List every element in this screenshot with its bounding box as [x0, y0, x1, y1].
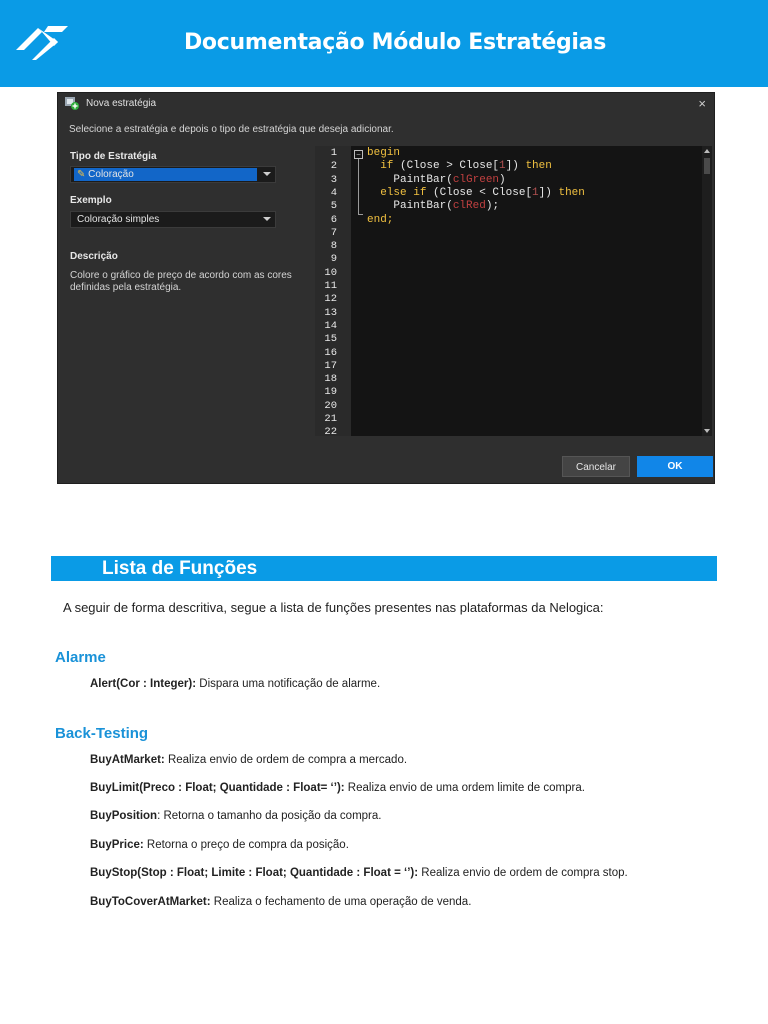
strategy-type-label: Tipo de Estratégia — [70, 151, 157, 162]
code-line: PaintBar(clRed); — [393, 200, 500, 213]
fold-guide-end — [358, 214, 363, 215]
function-item: BuyPrice: Retorna o preço de compra da posição. — [90, 839, 349, 851]
line-number: 21 — [324, 413, 337, 425]
paint-brush-icon: ✎ — [77, 169, 86, 180]
function-item: BuyStop(Stop : Float; Limite : Float; Quantidade : Float = ‘’): Realiza envio de ordem de compra stop. — [90, 867, 628, 879]
dialog-title: Nova estratégia — [86, 98, 157, 109]
code-editor[interactable] — [315, 146, 712, 436]
description-text: Colore o gráfico de preço de acordo com as cores definidas pela estratégia. — [70, 270, 292, 293]
scroll-down-icon[interactable] — [704, 429, 710, 433]
function-item: BuyAtMarket: Realiza envio de ordem de compra a mercado. — [90, 754, 408, 766]
line-number: 12 — [324, 293, 337, 306]
strategy-type-select[interactable] — [70, 166, 276, 183]
line-number: 18 — [324, 373, 337, 386]
new-strategy-icon — [65, 97, 79, 110]
new-strategy-dialog — [57, 92, 715, 484]
line-number: 3 — [330, 173, 337, 186]
fold-collapse-icon[interactable]: − — [354, 150, 363, 159]
dialog-titlebar — [58, 93, 714, 115]
line-number: 10 — [324, 266, 337, 279]
line-number: 14 — [324, 319, 337, 332]
line-number: 13 — [324, 306, 337, 319]
section-header — [51, 556, 717, 581]
example-select[interactable] — [70, 211, 276, 228]
dialog-instruction: Selecione a estratégia e depois o tipo de estratégia que deseja adicionar. — [69, 124, 394, 135]
code-line: end; — [367, 213, 394, 226]
line-number: 8 — [330, 240, 337, 253]
code-line: PaintBar(clGreen) — [393, 173, 506, 186]
function-item: BuyPosition: Retorna o tamanho da posição da compra. — [90, 810, 382, 822]
line-number-gutter — [315, 146, 351, 436]
page-header — [0, 0, 768, 87]
line-number: 20 — [324, 399, 337, 412]
line-number: 15 — [324, 333, 337, 346]
code-line: else if (Close < Close[1]) then — [380, 186, 585, 199]
cancel-button[interactable]: Cancelar — [562, 456, 630, 477]
line-number: 2 — [330, 160, 337, 173]
section-title: Lista de Funções — [102, 558, 258, 579]
line-number: 22 — [324, 426, 337, 436]
scrollbar-thumb[interactable] — [704, 158, 710, 174]
line-number: 7 — [330, 226, 337, 239]
ok-button[interactable]: OK — [637, 456, 713, 477]
category-heading: Back-Testing — [55, 725, 149, 742]
line-number: 5 — [330, 200, 337, 213]
line-number: 4 — [330, 186, 337, 199]
function-item: BuyLimit(Preco : Float; Quantidade : Float= ‘’): Realiza envio de uma ordem limite de compra. — [90, 782, 585, 794]
section-intro: A seguir de forma descritiva, segue a lista de funções presentes nas plataformas da Nelogica: — [63, 600, 604, 615]
example-value: Coloração simples — [77, 214, 160, 225]
line-number: 9 — [330, 253, 337, 266]
scroll-up-icon[interactable] — [704, 149, 710, 153]
line-number: 11 — [324, 280, 337, 292]
chevron-down-icon — [263, 172, 271, 176]
line-number: 16 — [324, 346, 337, 359]
example-label: Exemplo — [70, 195, 112, 206]
code-line: if (Close > Close[1]) then — [380, 160, 552, 173]
line-number: 1 — [330, 147, 337, 159]
function-item: BuyToCoverAtMarket: Realiza o fechamento de uma operação de venda. — [90, 896, 472, 908]
fold-guide — [358, 159, 359, 214]
close-icon[interactable]: × — [698, 96, 706, 111]
page-title: Documentação Módulo Estratégias — [183, 30, 607, 55]
editor-scrollbar[interactable] — [702, 146, 712, 436]
line-number: 19 — [324, 386, 337, 399]
line-number: 6 — [330, 213, 337, 226]
line-number: 17 — [324, 359, 337, 372]
chevron-down-icon — [263, 217, 271, 221]
category-heading: Alarme — [55, 649, 106, 666]
code-line: begin — [367, 147, 401, 159]
function-item: Alert(Cor : Integer): Dispara uma notificação de alarme. — [90, 678, 381, 690]
description-label: Descrição — [70, 251, 118, 262]
strategy-type-value: ✎ Coloração — [74, 168, 257, 181]
